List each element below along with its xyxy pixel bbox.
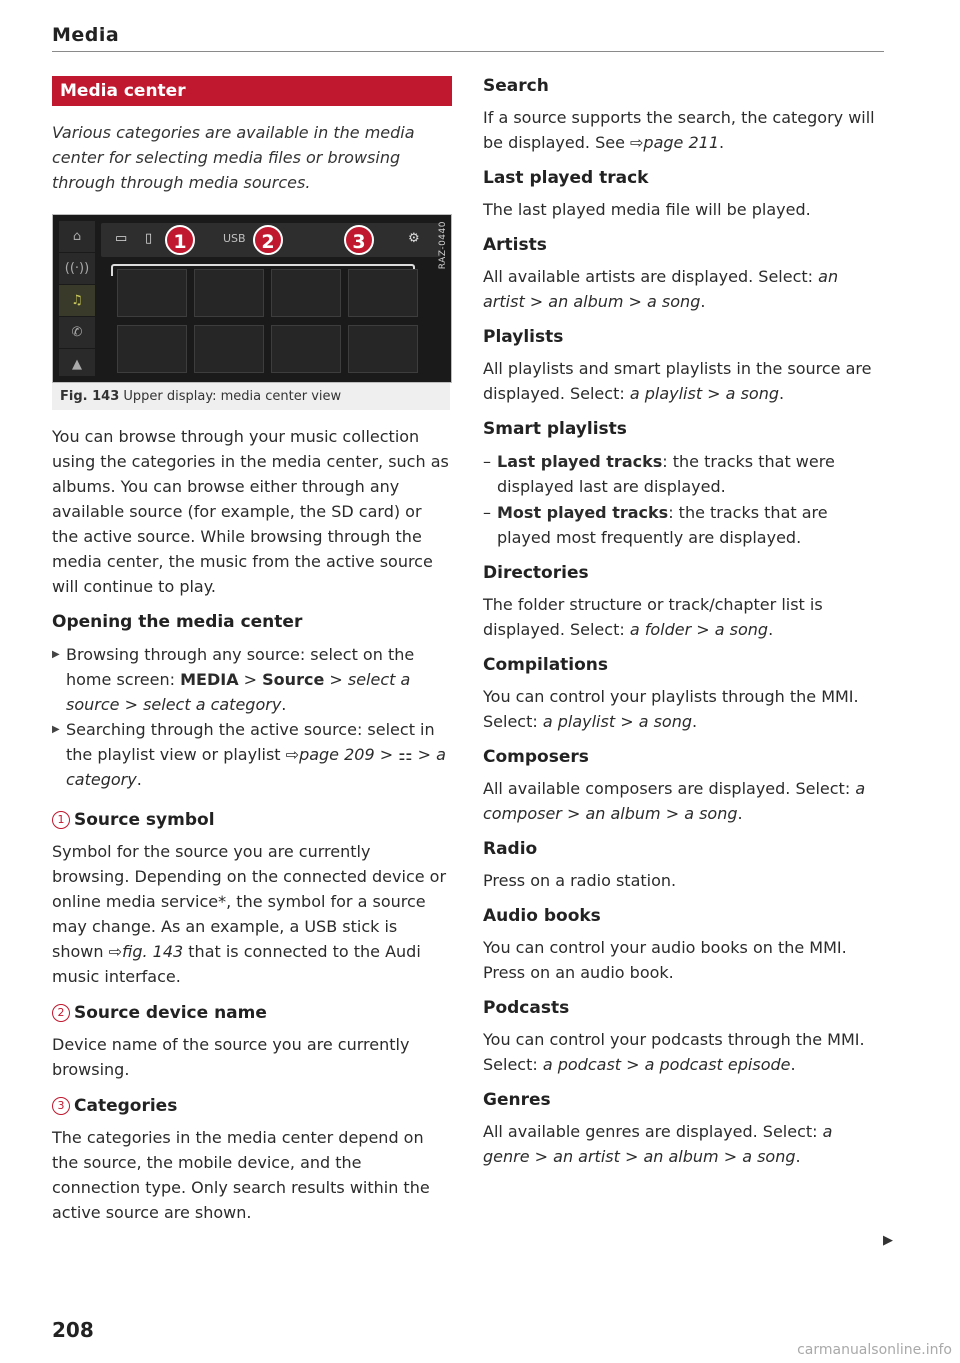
artists-text xyxy=(483,264,883,314)
podcasts-heading: Podcasts xyxy=(483,998,570,1018)
media-center-figure xyxy=(52,214,452,383)
directories-text xyxy=(483,592,883,642)
smart-playlists-heading: Smart playlists xyxy=(483,419,627,439)
step-text: Searching through the active source: select in the playlist view or playlist xyxy=(66,720,435,764)
composers-text xyxy=(483,776,883,826)
step-text: Browsing through any source: select on the home screen: xyxy=(66,645,415,689)
caption-text: Upper display: media center view xyxy=(123,389,342,404)
music-icon: ♫ xyxy=(59,285,95,317)
categories-text: The categories in the media center depend on the source, the mobile device, and the connection type. Only search results within the active source are shown. xyxy=(52,1128,430,1222)
last-played-text: The last played media file will be played. xyxy=(483,200,811,219)
back-icon: ▭ xyxy=(115,231,128,246)
callout-1: 1 xyxy=(165,225,195,255)
left-column xyxy=(52,76,452,1225)
page-number: 208 xyxy=(52,1318,94,1342)
header-rule xyxy=(52,51,884,52)
body-italic: a composer > an album > a song xyxy=(483,779,866,823)
audio-books-heading: Audio books xyxy=(483,906,601,926)
section-banner: Media center xyxy=(52,76,452,106)
body-italic: a genre > an artist > an album > a song xyxy=(483,1122,833,1166)
body-text: All available genres are displayed. Select: xyxy=(483,1122,823,1141)
category-tile xyxy=(117,325,187,373)
step-end: . xyxy=(281,695,287,714)
body-text: The folder structure or track/chapter list is displayed. Select: xyxy=(483,595,823,639)
callout-3: 3 xyxy=(344,225,374,255)
directories-heading: Directories xyxy=(483,563,589,583)
radio-icon: ((·)) xyxy=(59,253,95,285)
radio-heading: Radio xyxy=(483,839,538,859)
composers-heading: Composers xyxy=(483,747,589,767)
step-sep: > xyxy=(324,670,348,689)
step-item xyxy=(52,717,452,792)
category-tile xyxy=(348,269,418,317)
step-bold: Source xyxy=(262,670,325,689)
body-text: If a source supports the search, the category will be displayed. See xyxy=(483,108,875,152)
playlists-heading: Playlists xyxy=(483,327,564,347)
category-tile xyxy=(117,269,187,317)
body-text: You can control your podcasts through the MMI. Select: xyxy=(483,1030,865,1074)
source-device-heading xyxy=(52,1003,452,1023)
figure-sidebar xyxy=(59,221,95,376)
body-italic: a playlist > a song xyxy=(629,384,779,403)
number-badge: 3 xyxy=(52,1097,70,1115)
heading-text: Source symbol xyxy=(74,810,215,830)
figure-ref-link[interactable]: ⇨fig. 143 xyxy=(108,942,184,961)
callout-2: 2 xyxy=(253,225,283,255)
step-end: . xyxy=(136,770,142,789)
search-heading: Search xyxy=(483,76,549,96)
body-text: Symbol for the source you are currently browsing. Depending on the connected device or online media service*, the symbol for a source may change. As an example, a USB stick is shown xyxy=(52,842,447,961)
usb-label: USB xyxy=(223,232,246,245)
body-italic: an artist > an album > a song xyxy=(483,267,839,311)
intro-text: Various categories are available in the media center for selecting media files or browsing through through media sources. xyxy=(52,123,415,192)
category-tile xyxy=(194,269,264,317)
body-italic: a podcast > a podcast episode xyxy=(542,1055,791,1074)
source-device-text: Device name of the source you are currently browsing. xyxy=(52,1035,410,1079)
body-text: . xyxy=(719,133,725,152)
list-item xyxy=(483,449,883,499)
body-text: . xyxy=(778,384,785,403)
item-text: : the tracks that are played most frequently are displayed. xyxy=(497,503,828,547)
body-text: . xyxy=(692,712,698,731)
source-symbol-text xyxy=(52,839,452,989)
body-italic: a folder > a song xyxy=(629,620,769,639)
body-text: . xyxy=(795,1147,801,1166)
step-item xyxy=(52,642,452,717)
page-ref-link[interactable]: ⇨page 209 xyxy=(285,745,375,764)
step-sep: > ⚏ > xyxy=(374,745,437,764)
step-italic: a category xyxy=(66,745,446,789)
usb-stick-icon: ▯ xyxy=(145,231,153,246)
figure-code: RAZ-0440 xyxy=(438,221,448,270)
body-text: All available artists are displayed. Select: xyxy=(483,267,819,286)
smart-playlists-list xyxy=(483,449,883,550)
page-ref-link[interactable]: ⇨page 211 xyxy=(630,133,719,152)
body-text: . xyxy=(737,804,743,823)
step-sep: > xyxy=(238,670,263,689)
body-text: . xyxy=(700,292,706,311)
intro-paragraph: You can browse through your music collection using the categories in the media center, such as albums. You can browse either through any available source (for example, the SD card) or the active source. While browsing through the media center, the music from the active source will continue to play. xyxy=(52,427,449,596)
audio-books-text: You can control your audio books on the MMI. Press on an audio book. xyxy=(483,938,847,982)
right-column xyxy=(483,76,883,1169)
watermark: carmanualsonline.info xyxy=(797,1342,952,1358)
item-bold: Last played tracks xyxy=(497,452,663,471)
genres-text xyxy=(483,1119,883,1169)
compilations-text xyxy=(483,684,883,734)
source-symbol-heading xyxy=(52,810,452,830)
figure-caption xyxy=(52,383,450,410)
genres-heading: Genres xyxy=(483,1090,551,1110)
heading-text: Categories xyxy=(74,1096,178,1116)
artists-heading: Artists xyxy=(483,235,547,255)
category-tile xyxy=(271,325,341,373)
continue-arrow-icon: ▶ xyxy=(883,1233,893,1248)
category-tile xyxy=(271,269,341,317)
category-tile xyxy=(348,325,418,373)
last-played-heading: Last played track xyxy=(483,168,649,188)
opening-steps xyxy=(52,642,452,792)
navigation-icon: ▲ xyxy=(59,349,95,381)
caption-label: Fig. 143 xyxy=(60,389,120,404)
compilations-heading: Compilations xyxy=(483,655,609,675)
home-icon: ⌂ xyxy=(59,221,95,253)
opening-heading: Opening the media center xyxy=(52,612,303,632)
playlists-text xyxy=(483,356,883,406)
step-bold: MEDIA xyxy=(180,670,239,689)
chapter-title: Media xyxy=(52,24,120,46)
radio-text: Press on a radio station. xyxy=(483,871,677,890)
body-italic: a playlist > a song xyxy=(542,712,692,731)
number-badge: 1 xyxy=(52,811,70,829)
item-bold: Most played tracks xyxy=(497,503,669,522)
body-text: All playlists and smart playlists in the source are displayed. Select: xyxy=(483,359,872,403)
settings-icon: ⚙ xyxy=(408,231,420,246)
category-tile xyxy=(194,325,264,373)
heading-text: Source device name xyxy=(74,1003,267,1023)
body-text: that is connected to the Audi music interface. xyxy=(52,942,421,986)
body-text: All available composers are displayed. Select: xyxy=(483,779,856,798)
list-item xyxy=(483,500,883,550)
body-text: You can control your playlists through the MMI. Select: xyxy=(483,687,859,731)
body-text: . xyxy=(768,620,774,639)
podcasts-text xyxy=(483,1027,883,1077)
categories-heading xyxy=(52,1096,452,1116)
item-text: : the tracks that were displayed last are displayed. xyxy=(497,452,835,496)
number-badge: 2 xyxy=(52,1004,70,1022)
search-text xyxy=(483,105,883,155)
phone-icon: ✆ xyxy=(59,317,95,349)
step-italic: select a source > select a category xyxy=(66,670,411,714)
body-text: . xyxy=(790,1055,796,1074)
